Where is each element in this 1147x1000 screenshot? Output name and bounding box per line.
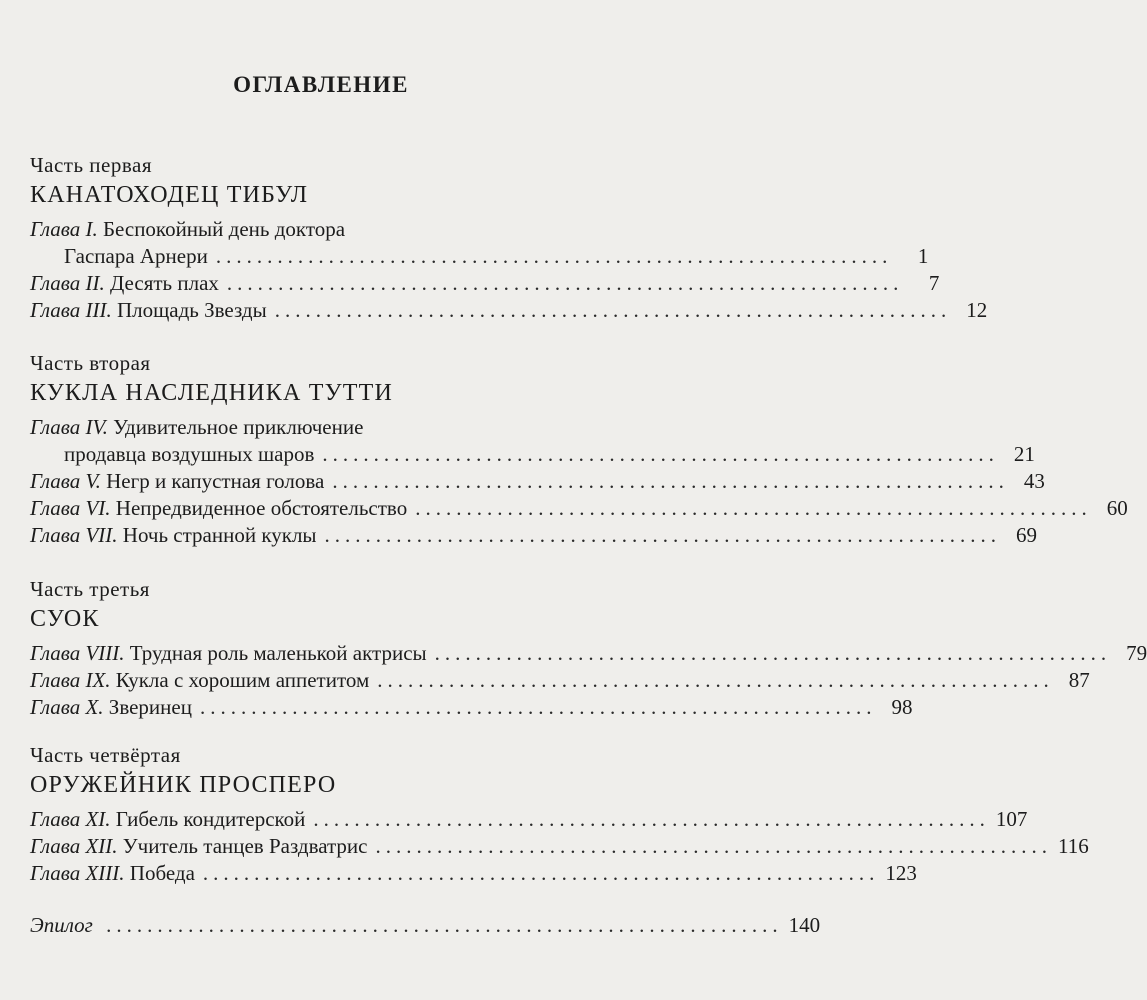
chapter-title: Десять плах (109, 271, 219, 295)
chapter-entry[interactable] (30, 833, 1089, 860)
chapter-title: Площадь Звезды (116, 298, 267, 322)
chapter-entry-continuation[interactable] (30, 441, 1035, 468)
dot-leader: .................................................................. (106, 913, 783, 937)
part-label: Часть первая (30, 153, 152, 177)
dot-leader: .................................................................. (199, 695, 877, 719)
chapter-entry[interactable] (30, 270, 940, 297)
chapter-label: Глава III. (30, 298, 117, 322)
chapter-label: Глава VIII. (30, 641, 130, 665)
chapter-title: продавца воздушных шаров (64, 442, 315, 466)
part-2 (30, 350, 1128, 549)
chapter-label: Глава X. (30, 695, 109, 719)
chapter-title: Негр и капустная голова (106, 469, 325, 493)
chapter-label: Глава V. (30, 469, 107, 493)
chapter-label: Глава IX. (30, 668, 116, 692)
dot-leader: .................................................................. (313, 807, 990, 831)
chapter-title: Победа (129, 861, 195, 885)
chapter-title: Трудная роль маленькой актрисы (129, 641, 427, 665)
dot-leader: .................................................................. (377, 668, 1054, 692)
part-name: ОРУЖЕЙНИК ПРОСПЕРО (30, 772, 337, 798)
dot-leader: .................................................................. (202, 861, 880, 885)
chapter-label: Глава VI. (30, 496, 116, 520)
chapter-title: Зверинец (108, 695, 192, 719)
chapter-label: Глава II. (30, 271, 110, 295)
epilog-entry[interactable] (30, 912, 821, 939)
chapter-title: Непредвиденное обстоятельство (115, 496, 408, 520)
chapter-title: Удивительное приключение (113, 415, 364, 439)
chapter-entry[interactable] (30, 414, 610, 441)
page-title: ОГЛАВЛЕНИЕ (233, 72, 409, 97)
epilog (30, 912, 821, 939)
part-3 (30, 576, 1147, 721)
chapter-title: Учитель танцев Раздватрис (122, 834, 368, 858)
dot-leader: .................................................................. (215, 244, 893, 268)
page-number: 1 (917, 244, 929, 268)
part-name: КАНАТОХОДЕЦ ТИБУЛ (30, 182, 309, 208)
part-name: СУОК (30, 606, 100, 632)
part-4 (30, 742, 1089, 887)
dot-leader: .................................................................. (324, 523, 1002, 547)
page-number: 21 (1013, 442, 1035, 466)
chapter-title: Гаспара Арнери (64, 244, 208, 268)
dot-leader: .................................................................. (226, 271, 904, 295)
page-number: 69 (1016, 523, 1038, 547)
page-number: 87 (1068, 668, 1090, 692)
part-label: Часть третья (30, 577, 150, 601)
chapter-title: Кукла с хорошим аппетитом (115, 668, 370, 692)
chapter-entry[interactable] (30, 522, 1038, 549)
page-number: 43 (1023, 469, 1045, 493)
chapter-entry[interactable] (30, 495, 1128, 522)
chapter-label: Глава XI. (30, 807, 116, 831)
part-1 (30, 152, 988, 324)
dot-leader: .................................................................. (322, 442, 999, 466)
part-label: Часть четвёртая (30, 743, 181, 767)
chapter-label: Глава IV. (30, 415, 114, 439)
chapter-entry[interactable] (30, 860, 917, 887)
chapter-entry[interactable] (30, 468, 1045, 495)
chapter-entry[interactable] (30, 694, 913, 721)
part-label: Часть вторая (30, 351, 151, 375)
dot-leader: .................................................................. (332, 469, 1009, 493)
epilog-label: Эпилог (30, 913, 99, 937)
chapter-label: Глава XIII. (30, 861, 130, 885)
page-number: 123 (885, 861, 917, 885)
dot-leader: .................................................................. (274, 298, 952, 322)
chapter-title: Ночь странной куклы (122, 523, 317, 547)
dot-leader: .................................................................. (415, 496, 1092, 520)
chapter-entry[interactable] (30, 806, 1028, 833)
chapter-entry-continuation[interactable] (30, 243, 929, 270)
chapter-title: Гибель кондитерской (115, 807, 306, 831)
chapter-label: Глава I. (30, 217, 103, 241)
page-number: 60 (1106, 496, 1128, 520)
chapter-label: Глава XII. (30, 834, 123, 858)
chapter-title: Беспокойный день доктора (102, 217, 346, 241)
chapter-entry[interactable] (30, 216, 610, 243)
page-number: 140 (788, 913, 821, 937)
dot-leader: .................................................................. (434, 641, 1112, 665)
page-number: 116 (1057, 834, 1089, 858)
chapter-entry[interactable] (30, 640, 1147, 667)
chapter-entry[interactable] (30, 667, 1090, 694)
page-number: 7 (928, 271, 940, 295)
page-number: 107 (995, 807, 1028, 831)
part-name: КУКЛА НАСЛЕДНИКА ТУТТИ (30, 380, 394, 406)
dot-leader: .................................................................. (375, 834, 1052, 858)
page-number: 79 (1126, 641, 1147, 665)
chapter-entry[interactable] (30, 297, 988, 324)
page-number: 98 (891, 695, 913, 719)
page-number: 12 (966, 298, 988, 322)
chapter-label: Глава VII. (30, 523, 123, 547)
